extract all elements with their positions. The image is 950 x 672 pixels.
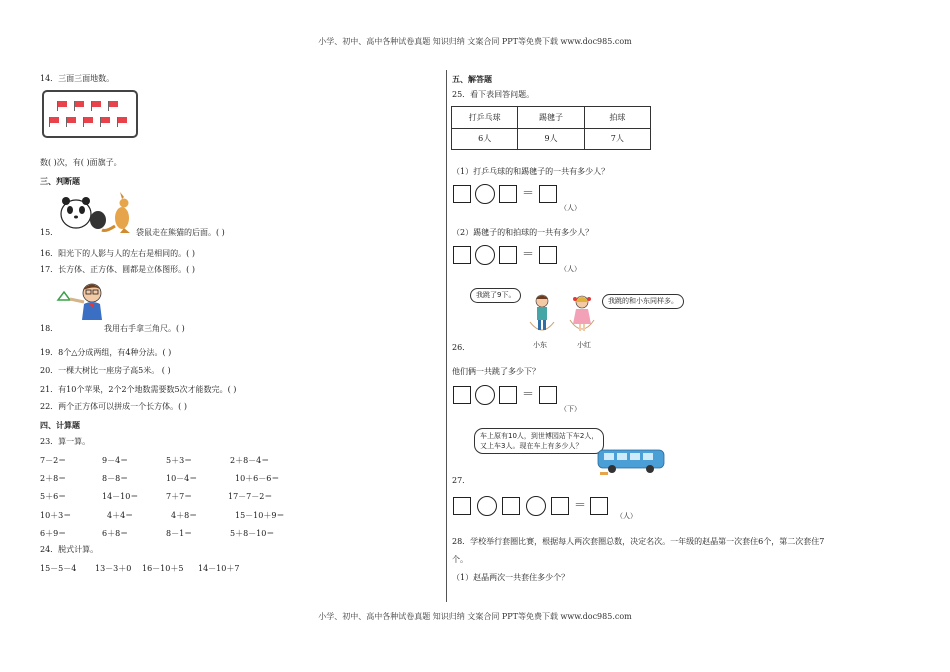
unit-label: （下） [560,405,581,413]
activity-table [451,106,651,150]
calc-item: 5＋6＝ [40,492,67,501]
table-cell: 6人 [452,128,518,150]
flag-icon [84,117,93,123]
question-26: 26． [452,343,471,352]
table-header: 踢毽子 [518,107,584,129]
table-cell: 7人 [584,128,650,150]
column-divider [446,70,447,602]
table-header: 拍球 [584,107,650,129]
answer-box[interactable] [453,497,471,515]
question-18-text: 我用右手拿三角尺。( ) [104,324,185,333]
page-header: 小学、初中、高中各种试卷真题 知识归纳 文案合同 PPT等免费下载 www.doc985.com [318,37,632,46]
question-16: 16．阳光下的人影与人的左右是相同的。( ) [40,249,195,258]
girl-jumping-icon [570,296,594,331]
question-17: 17．长方体、正方体、圆都是立体图形。( ) [40,265,195,274]
equals-sign: ＝ [522,247,535,261]
operator-circle[interactable] [475,184,495,204]
answer-box[interactable] [539,185,557,203]
answer-box[interactable] [453,386,471,404]
calc-item: 17－7－2＝ [228,492,273,501]
boy-icon [82,284,102,320]
calc-item: 15－10＋9＝ [235,511,285,520]
flag-icon [92,101,101,107]
expression-item: 13－3＋0 [95,564,132,573]
flag-icon [50,117,59,123]
calc-item: 4＋8＝ [171,511,198,520]
calc-item: 8－1＝ [166,529,193,538]
answer-box[interactable] [453,185,471,203]
calc-item: 10＋3＝ [40,511,72,520]
table-row [452,128,651,150]
question-19: 19．8个△分成两组，有4种分法。( ) [40,348,172,357]
question-26-text: 他们俩一共跳了多少下？ [452,367,540,376]
operator-circle[interactable] [475,385,495,405]
boy-triangle-ruler-image [56,280,116,320]
calc-item: 7－2＝ [40,456,67,465]
flag-icon [101,117,110,123]
expression-item: 14－10＋7 [198,564,240,573]
flag-icon [75,101,84,107]
section-3-title: 三、判断题 [40,176,80,186]
answer-box[interactable] [539,386,557,404]
answer-box[interactable] [502,497,520,515]
operator-circle[interactable] [477,496,497,516]
kangaroo-icon [102,192,130,233]
question-21: 21．有10个苹果，2个2个地数需要数5次才能数完。( ) [40,385,237,394]
speech-bubble: 我跳的和小东同样多。 [602,294,684,309]
child-name: 小东 [533,341,547,349]
bus-icon [598,450,664,475]
question-25: 25．看下表回答问题。 [452,90,535,99]
bus-image [596,446,668,476]
question-18: 18． [40,324,59,333]
question-22: 22．两个正方体可以拼成一个长方体。( ) [40,402,187,411]
question-28-continued: 个。 [452,555,468,564]
table-cell: 9人 [518,128,584,150]
calc-item: 9－4＝ [102,456,129,465]
question-15: 15． [40,228,59,237]
answer-box[interactable] [590,497,608,515]
question-14: 14．三面三面地数。 [40,74,115,83]
question-23: 23．算一算。 [40,437,91,446]
expression-item: 15－5－4 [40,564,77,573]
flag-icon [118,117,127,123]
bus-bubble-line: 又上车3人。现在车上有多少人？ [480,442,583,450]
calc-item: 4＋4＝ [107,511,134,520]
question-24: 24．脱式计算。 [40,545,99,554]
boy-jumping-icon [530,295,554,330]
table-header: 打乒乓球 [452,107,518,129]
child-name: 小红 [577,341,591,349]
calc-item: 6＋9＝ [40,529,67,538]
question-20: 20．一棵大树比一座房子高5米。 ( ) [40,366,171,375]
equals-sign: ＝ [522,387,535,401]
question-15-text: 袋鼠走在熊猫的后面。( ) [136,228,225,237]
question-28: 28．学校举行套圈比赛，根据每人两次套圈总数，决定名次。一年级的赵晶第一次套住6个，第二次套住7 [452,537,825,546]
calc-item: 5＋8－10＝ [230,529,275,538]
section-4-title: 四、计算题 [40,420,80,430]
calc-item: 10－4＝ [166,474,198,483]
question-25-part-2: （2）踢毽子的和拍球的一共有多少人？ [452,228,594,237]
speech-bubble: 我跳了9下。 [470,288,521,303]
answer-box[interactable] [499,386,517,404]
flag-icon [109,101,118,107]
panda-kangaroo-image [58,190,138,234]
triangle-ruler-icon [58,292,84,302]
operator-circle[interactable] [475,245,495,265]
unit-label: （人） [560,265,581,273]
answer-box[interactable] [551,497,569,515]
flag-icon [58,101,67,107]
answer-box[interactable] [539,246,557,264]
section-5-title: 五、解答题 [452,74,492,84]
equals-sign: ＝ [522,186,535,200]
calc-item: 14－10＝ [102,492,139,501]
calc-item: 5＋3＝ [166,456,193,465]
answer-box[interactable] [453,246,471,264]
table-row [452,107,651,129]
bus-bubble-line: 车上原有10人，到世博园站下车2人， [480,432,599,440]
calc-item: 2＋8－4＝ [230,456,270,465]
operator-circle[interactable] [526,496,546,516]
bus-speech-bubble [474,428,604,454]
unit-label: （人） [560,204,581,212]
unit-label: （人） [616,512,637,520]
answer-box[interactable] [499,185,517,203]
equals-sign: ＝ [574,498,587,512]
flag-icon [67,117,76,123]
calc-item: 8－8＝ [102,474,129,483]
calc-item: 2＋8＝ [40,474,67,483]
expression-item: 16－10＋5 [142,564,184,573]
question-27: 27． [452,476,471,485]
panda-icon [61,197,106,229]
calc-item: 6＋8＝ [102,529,129,538]
flags-image [42,90,138,138]
calc-item: 7＋7＝ [166,492,193,501]
page-footer: 小学、初中、高中各种试卷真题 知识归纳 文案合同 PPT等免费下载 www.doc985.com [318,612,632,621]
question-28-part-1: （1）赵晶两次一共套住多少个？ [452,573,570,582]
question-25-part-1: （1）打乒乓球的和踢毽子的一共有多少人？ [452,167,610,176]
jump-rope-kids-image [526,292,602,338]
calc-item: 10＋6－6＝ [235,474,280,483]
answer-box[interactable] [499,246,517,264]
question-14-answer: 数( )次，有( )面旗子。 [40,158,122,167]
